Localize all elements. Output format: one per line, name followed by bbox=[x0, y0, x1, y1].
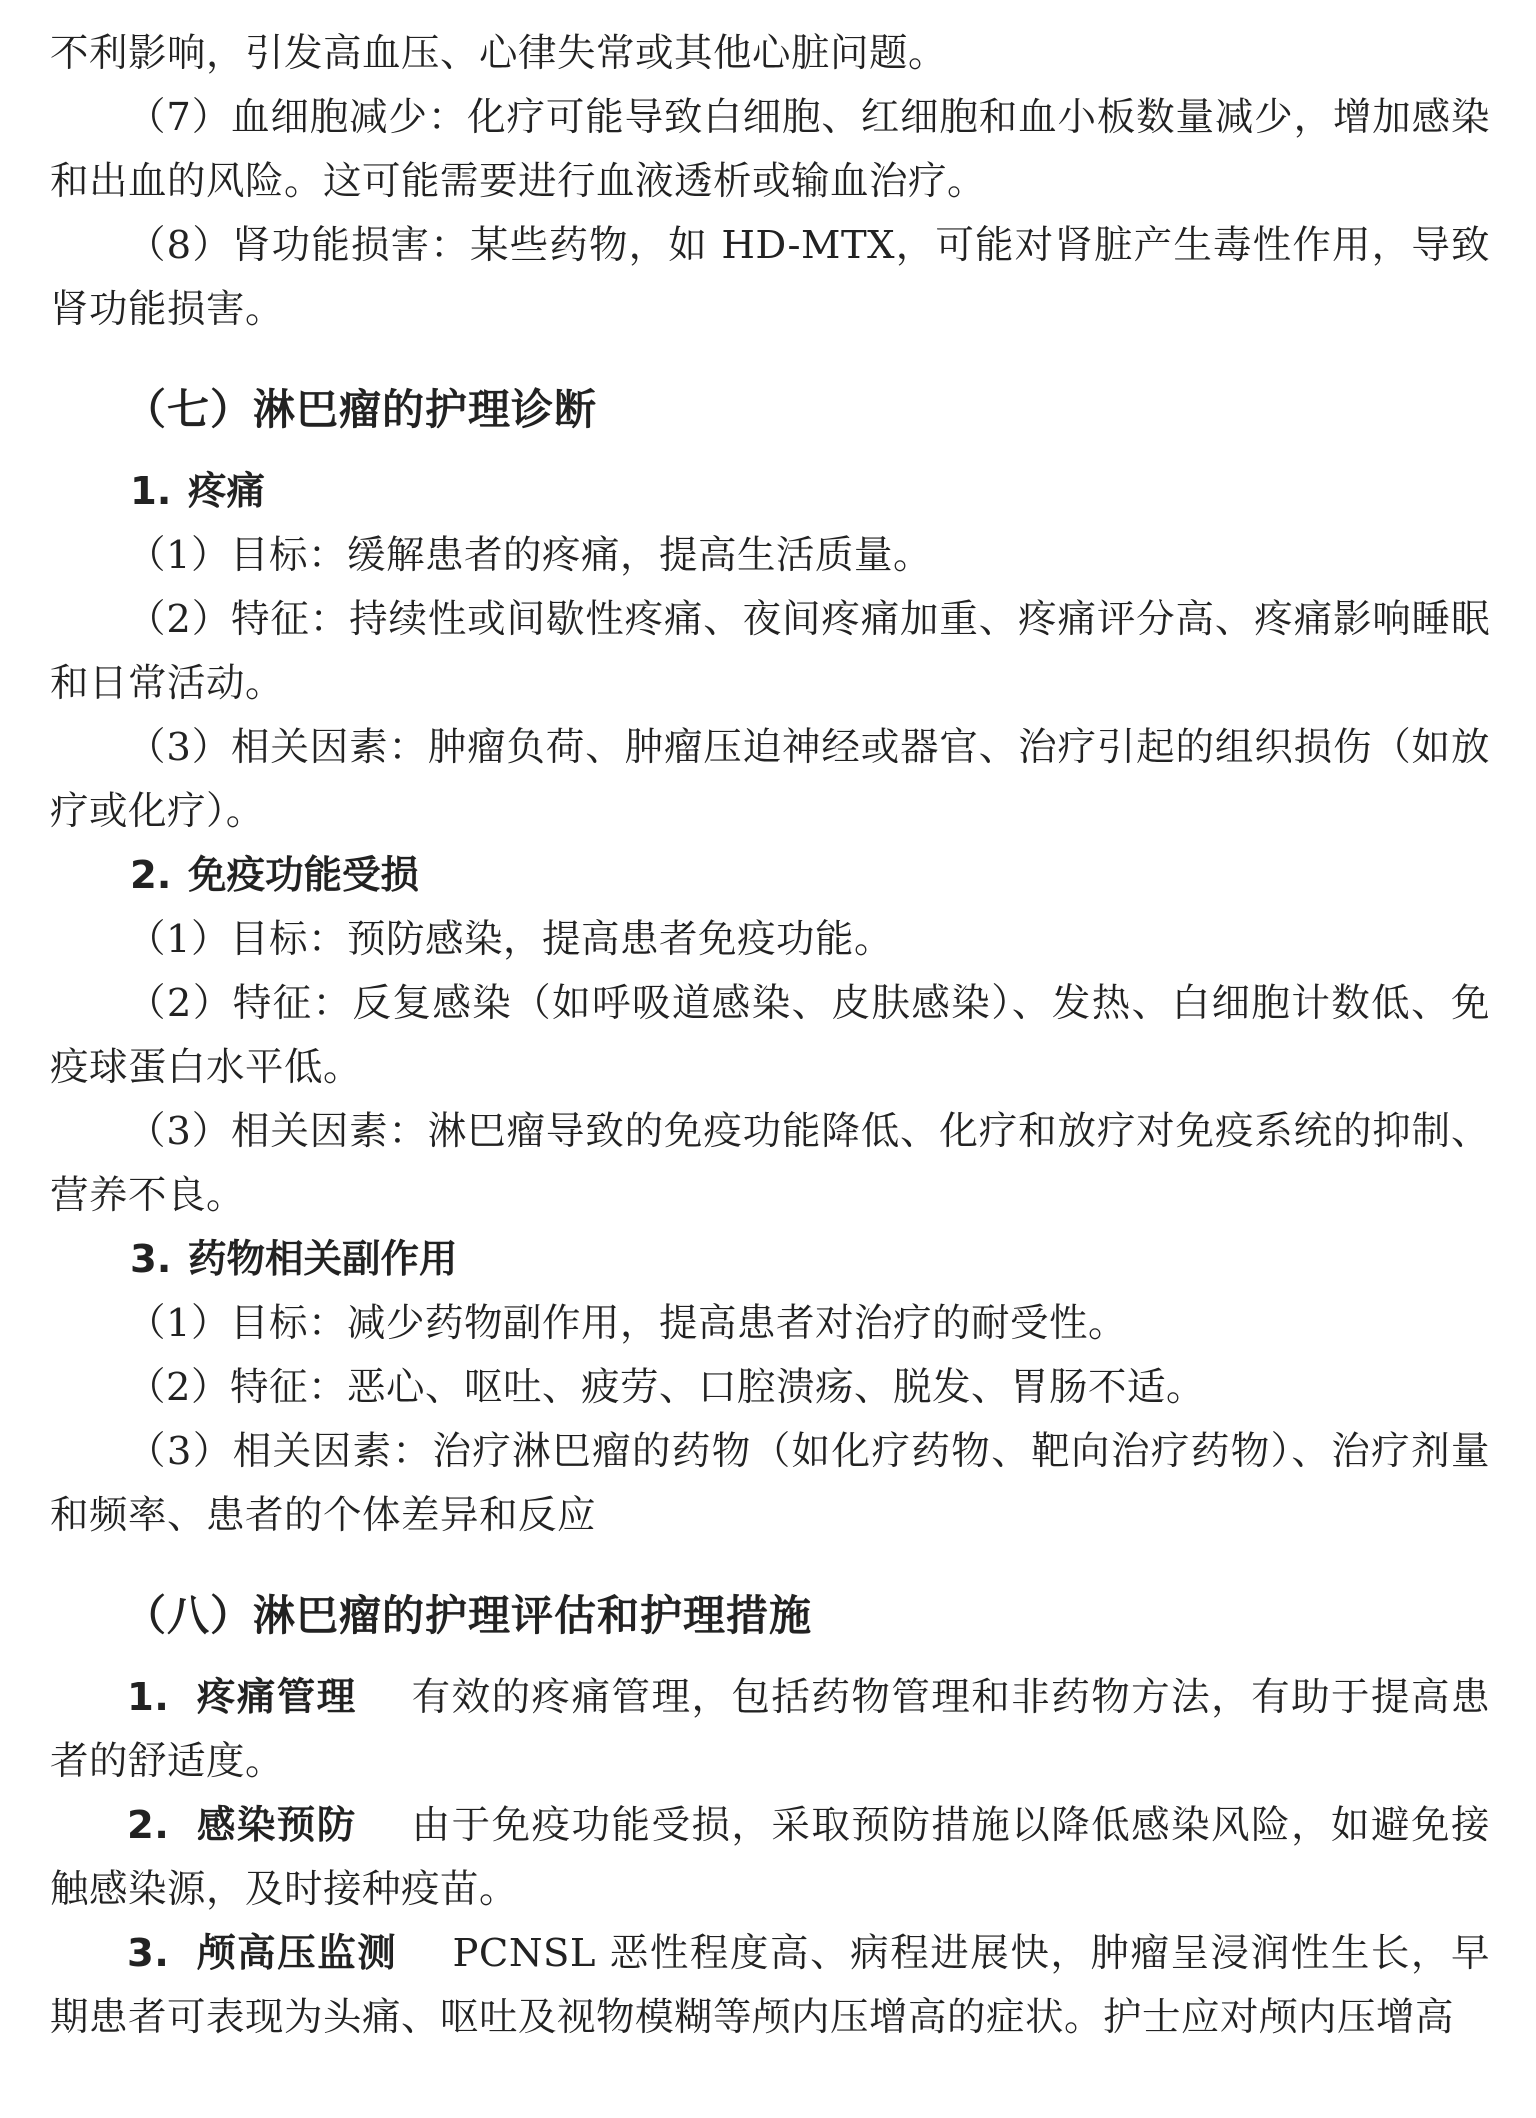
section-8-item-2 bbox=[50, 1794, 1490, 1922]
intro-paragraph-1: 不利影响，引发高血压、心律失常或其他心脏问题。 bbox=[50, 31, 948, 76]
item-title: 感染预防 bbox=[196, 1803, 357, 1848]
item-title: 药物相关副作用 bbox=[188, 1237, 458, 1282]
section-8-heading: （八）淋巴瘤的护理评估和护理措施 bbox=[124, 1591, 813, 1640]
item-number: 2. bbox=[127, 1803, 170, 1848]
section-7-item-2-para-1: （1）目标：预防感染，提高患者免疫功能。 bbox=[127, 917, 893, 962]
section-7-item-1-heading bbox=[50, 460, 1490, 524]
section-7-heading: （七）淋巴瘤的护理诊断 bbox=[124, 385, 598, 434]
section-8-item-3 bbox=[50, 1922, 1490, 2050]
section-7-item-2-heading bbox=[50, 844, 1490, 908]
section-7-item-2-para-2: （2）特征：反复感染（如呼吸道感染、皮肤感染）、发热、白细胞计数低、免疫球蛋白水平低。 bbox=[50, 981, 1490, 1090]
section-7-item-3-heading bbox=[50, 1228, 1490, 1292]
item-number: 3. bbox=[127, 1931, 170, 1976]
section-7-item-3-para-2: （2）特征：恶心、呕吐、疲劳、口腔溃疡、脱发、胃肠不适。 bbox=[127, 1365, 1205, 1410]
section-7-item-1-para-1: （1）目标：缓解患者的疼痛，提高生活质量。 bbox=[127, 533, 932, 578]
document-page bbox=[50, 22, 1490, 2050]
section-7-item-3-para-1: （1）目标：减少药物副作用，提高患者对治疗的耐受性。 bbox=[127, 1301, 1127, 1346]
section-7-item-1-para-3: （3）相关因素：肿瘤负荷、肿瘤压迫神经或器官、治疗引起的组织损伤（如放疗或化疗）。 bbox=[50, 725, 1490, 834]
item-title: 疼痛管理 bbox=[196, 1675, 357, 1720]
section-7-item-3-para-3: （3）相关因素：治疗淋巴瘤的药物（如化疗药物、靶向治疗药物）、治疗剂量和频率、患者的个体差异和反应 bbox=[50, 1429, 1490, 1538]
item-number: 2. bbox=[130, 853, 172, 898]
section-7-item-1-para-2: （2）特征：持续性或间歇性疼痛、夜间疼痛加重、疼痛评分高、疼痛影响睡眠和日常活动。 bbox=[50, 597, 1490, 706]
item-text: 有效的疼痛管理，包括药物管理和非药物方法，有助于提高患者的舒适度。 bbox=[50, 1675, 1490, 1784]
intro-paragraph-2: （7）血细胞减少：化疗可能导致白细胞、红细胞和血小板数量减少，增加感染和出血的风险。这可能需要进行血液透析或输血治疗。 bbox=[50, 95, 1490, 204]
intro-paragraph-3: （8）肾功能损害：某些药物，如 HD-MTX，可能对肾脏产生毒性作用，导致肾功能损害。 bbox=[50, 223, 1490, 332]
section-7-item-2-para-3: （3）相关因素：淋巴瘤导致的免疫功能降低、化疗和放疗对免疫系统的抑制、营养不良。 bbox=[50, 1109, 1490, 1218]
item-number: 1. bbox=[130, 469, 172, 514]
item-title: 颅高压监测 bbox=[197, 1931, 398, 1976]
item-text: 由于免疫功能受损，采取预防措施以降低感染风险，如避免接触感染源，及时接种疫苗。 bbox=[50, 1803, 1490, 1912]
item-title: 免疫功能受损 bbox=[188, 853, 420, 898]
section-8-item-1 bbox=[50, 1666, 1490, 1794]
item-title: 疼痛 bbox=[188, 469, 266, 514]
item-number: 1. bbox=[127, 1675, 170, 1720]
item-number: 3. bbox=[130, 1237, 172, 1282]
item-text: PCNSL 恶性程度高、病程进展快，肿瘤呈浸润性生长，早期患者可表现为头痛、呕吐及视物模糊等颅内压增高的症状。护士应对颅内压增高 bbox=[50, 1931, 1490, 2040]
